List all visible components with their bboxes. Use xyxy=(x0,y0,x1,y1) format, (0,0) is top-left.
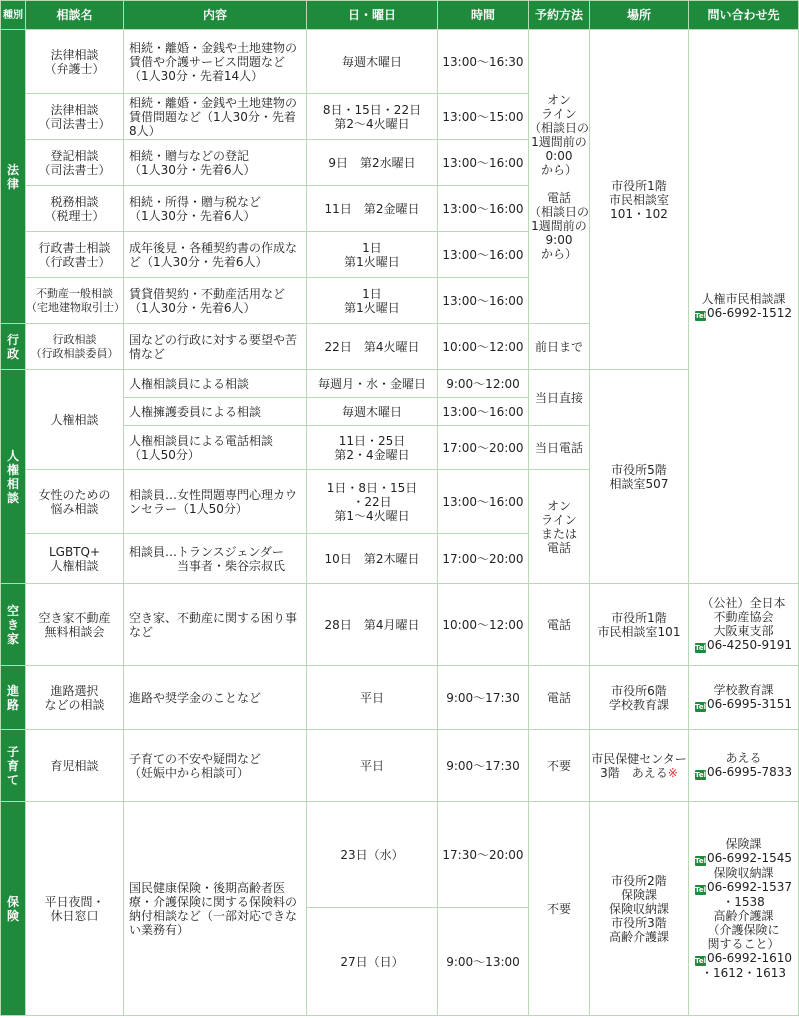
row-name: 平日夜間・ 休日窓口 xyxy=(26,802,124,1016)
row-time: 9:00〜17:30 xyxy=(438,730,529,802)
row-day: 毎週木曜日 xyxy=(307,30,438,94)
row-reserve: 当日電話 xyxy=(529,426,590,470)
row-content: 相続・離婚・金銭や土地建物の賃借や介護サービス問題など（1人30分・先着14人） xyxy=(124,30,307,94)
phone-icon: Tel xyxy=(694,771,706,779)
row-day: 11日・25日 第2・4金曜日 xyxy=(307,426,438,470)
header-category: 種別 xyxy=(1,1,26,30)
row-place: 市役所6階 学校教育課 xyxy=(590,666,689,730)
category-insurance: 保険 xyxy=(1,802,26,1016)
row-content: 国などの行政に対する要望や苦情など xyxy=(124,324,307,370)
row-content: 人権相談員による電話相談 （1人50分） xyxy=(124,426,307,470)
reserve-online-or-phone: オン ライン または 電話 xyxy=(529,470,590,584)
table-row xyxy=(1,730,799,802)
row-day: 23日（水） xyxy=(307,802,438,908)
insurance-contacts xyxy=(689,802,799,1016)
row-time: 9:00〜13:00 xyxy=(438,908,529,1016)
row-name-human: 人権相談 xyxy=(26,370,124,470)
contact-tel: 06-4250-9191 xyxy=(706,638,792,652)
row-name: 女性のための 悩み相談 xyxy=(26,470,124,534)
table-row xyxy=(1,666,799,730)
row-place: 市役所2階 保険課 保険収納課 市役所3階 高齢介護課 xyxy=(590,802,689,1016)
row-time: 17:00〜20:00 xyxy=(438,426,529,470)
row-content: 相続・贈与などの登記 （1人30分・先着6人） xyxy=(124,140,307,186)
row-time: 13:00〜16:00 xyxy=(438,140,529,186)
row-time: 10:00〜12:00 xyxy=(438,584,529,666)
row-time: 9:00〜12:00 xyxy=(438,370,529,398)
row-reserve: 電話 xyxy=(529,584,590,666)
header-contact: 問い合わせ先 xyxy=(689,1,799,30)
contact-tel: 06-6992-1512 xyxy=(706,306,792,320)
row-time: 13:00〜16:00 xyxy=(438,470,529,534)
category-vacant: 空き家 xyxy=(1,584,26,666)
row-content: 相続・離婚・金銭や土地建物の賃借問題など（1人30分・先着8人） xyxy=(124,94,307,140)
row-name: 税務相談 （税理士） xyxy=(26,186,124,232)
row-reserve: 前日まで xyxy=(529,324,590,370)
row-day: 1日 第1火曜日 xyxy=(307,232,438,278)
contact-tel: 06-6992-1537 ・1538 xyxy=(706,880,792,909)
row-reserve: 不要 xyxy=(529,730,590,802)
row-time: 13:00〜16:00 xyxy=(438,232,529,278)
row-name: 進路選択 などの相談 xyxy=(26,666,124,730)
row-content: 人権相談員による相談 xyxy=(124,370,307,398)
row-reserve: 電話 xyxy=(529,666,590,730)
row-content: 人権擁護委員による相談 xyxy=(124,398,307,426)
contact-tel: 06-6992-1610 ・1612・1613 xyxy=(700,951,792,980)
row-name: 行政相談 （行政相談委員） xyxy=(26,324,124,370)
row-reserve: 不要 xyxy=(529,802,590,1016)
phone-icon: Tel xyxy=(694,857,706,865)
row-content: 相続・所得・贈与税など （1人30分・先着6人） xyxy=(124,186,307,232)
row-day: 毎週木曜日 xyxy=(307,398,438,426)
row-name: 法律相談 （司法書士） xyxy=(26,94,124,140)
table-row xyxy=(1,584,799,666)
row-time: 13:00〜16:00 xyxy=(438,398,529,426)
row-day: 11日 第2金曜日 xyxy=(307,186,438,232)
row-time: 13:00〜15:00 xyxy=(438,94,529,140)
contact-name: 高齢介護課 （介護保険に 関すること） xyxy=(707,909,780,951)
row-day: 8日・15日・22日 第2〜4火曜日 xyxy=(307,94,438,140)
contact-tel: 06-6995-7833 xyxy=(706,765,792,779)
row-name: 育児相談 xyxy=(26,730,124,802)
row-content: 国民健康保険・後期高齢者医療・介護保険に関する保険料の納付相談など（一部対応できない業務有） xyxy=(124,802,307,1016)
table-row xyxy=(1,370,799,398)
header-time: 時間 xyxy=(438,1,529,30)
row-content: 相談員…トランスジェンダー 当事者・柴谷宗叔氏 xyxy=(124,534,307,584)
row-content: 賃貸借契約・不動産活用など （1人30分・先着6人） xyxy=(124,278,307,324)
row-content: 子育ての不安や疑問など （妊娠中から相談可） xyxy=(124,730,307,802)
contact-name: 学校教育課 xyxy=(713,683,774,697)
contact-name: あえる xyxy=(725,751,762,765)
contact-name: 人権市民相談課 xyxy=(701,292,786,306)
row-day: 毎週月・水・金曜日 xyxy=(307,370,438,398)
row-day: 10日 第2木曜日 xyxy=(307,534,438,584)
category-human: 人権相談 xyxy=(1,370,26,584)
row-time: 13:00〜16:30 xyxy=(438,30,529,94)
phone-icon: Tel xyxy=(694,957,706,965)
row-name: 空き家不動産 無料相談会 xyxy=(26,584,124,666)
header-reserve: 予約方法 xyxy=(529,1,590,30)
header-content: 内容 xyxy=(124,1,307,30)
table-row xyxy=(1,802,799,908)
contact-tel: 06-6992-1545 xyxy=(706,851,792,865)
phone-icon: Tel xyxy=(694,703,706,711)
row-place xyxy=(590,730,689,802)
row-name: 登記相談 （司法書士） xyxy=(26,140,124,186)
row-time: 13:00〜16:00 xyxy=(438,186,529,232)
row-place: 市役所1階 市民相談室101 xyxy=(590,584,689,666)
category-career: 進路 xyxy=(1,666,26,730)
row-content: 相談員…女性問題専門心理カウンセラー（1人50分） xyxy=(124,470,307,534)
contact-name: （公社）全日本 不動産協会 大阪東支部 xyxy=(701,596,786,638)
row-time: 17:00〜20:00 xyxy=(438,534,529,584)
header-place: 場所 xyxy=(590,1,689,30)
row-content: 空き家、不動産に関する困り事など xyxy=(124,584,307,666)
category-child: 子育て xyxy=(1,730,26,802)
row-day: 1日 第1火曜日 xyxy=(307,278,438,324)
phone-icon: Tel xyxy=(694,312,706,320)
row-contact xyxy=(689,584,799,666)
row-day: 27日（日） xyxy=(307,908,438,1016)
phone-icon: Tel xyxy=(694,886,706,894)
row-day: 平日 xyxy=(307,730,438,802)
row-day: 9日 第2水曜日 xyxy=(307,140,438,186)
row-time: 13:00〜16:00 xyxy=(438,278,529,324)
row-contact xyxy=(689,730,799,802)
place-1f: 市役所1階 市民相談室 101・102 xyxy=(590,30,689,370)
row-day: 平日 xyxy=(307,666,438,730)
row-contact xyxy=(689,666,799,730)
phone-icon: Tel xyxy=(694,644,706,652)
row-name: 行政書士相談 （行政書士） xyxy=(26,232,124,278)
category-law: 法律 xyxy=(1,30,26,324)
row-day: 22日 第4火曜日 xyxy=(307,324,438,370)
note-mark: ※ xyxy=(667,765,678,780)
place-text: 市民保健センター 3階 あえる xyxy=(591,751,687,780)
header-name: 相談名 xyxy=(26,1,124,30)
header-row xyxy=(1,1,799,30)
row-day: 28日 第4月曜日 xyxy=(307,584,438,666)
row-time: 17:30〜20:00 xyxy=(438,802,529,908)
contact-human-rights xyxy=(689,30,799,584)
header-day: 日・曜日 xyxy=(307,1,438,30)
table-row xyxy=(1,30,799,94)
row-content: 進路や奨学金のことなど xyxy=(124,666,307,730)
row-name: LGBTQ+ 人権相談 xyxy=(26,534,124,584)
place-5f: 市役所5階 相談室507 xyxy=(590,370,689,584)
row-name: 法律相談 （弁護士） xyxy=(26,30,124,94)
row-content: 成年後見・各種契約書の作成など（1人30分・先着6人） xyxy=(124,232,307,278)
category-admin: 行政 xyxy=(1,324,26,370)
row-name: 不動産一般相談 （宅地建物取引士） xyxy=(26,278,124,324)
contact-name: 保険課 xyxy=(725,837,762,851)
row-time: 10:00〜12:00 xyxy=(438,324,529,370)
reserve-sameday: 当日直接 xyxy=(529,370,590,426)
row-day: 1日・8日・15日 ・22日 第1〜4火曜日 xyxy=(307,470,438,534)
contact-name: 保険収納課 xyxy=(713,866,774,880)
contact-tel: 06-6995-3151 xyxy=(706,697,792,711)
reserve-online-phone: オン ライン （相談日の 1週間前の 0:00 から） 電話 （相談日の 1週間前の 9:00 から） xyxy=(529,30,590,324)
row-time: 9:00〜17:30 xyxy=(438,666,529,730)
